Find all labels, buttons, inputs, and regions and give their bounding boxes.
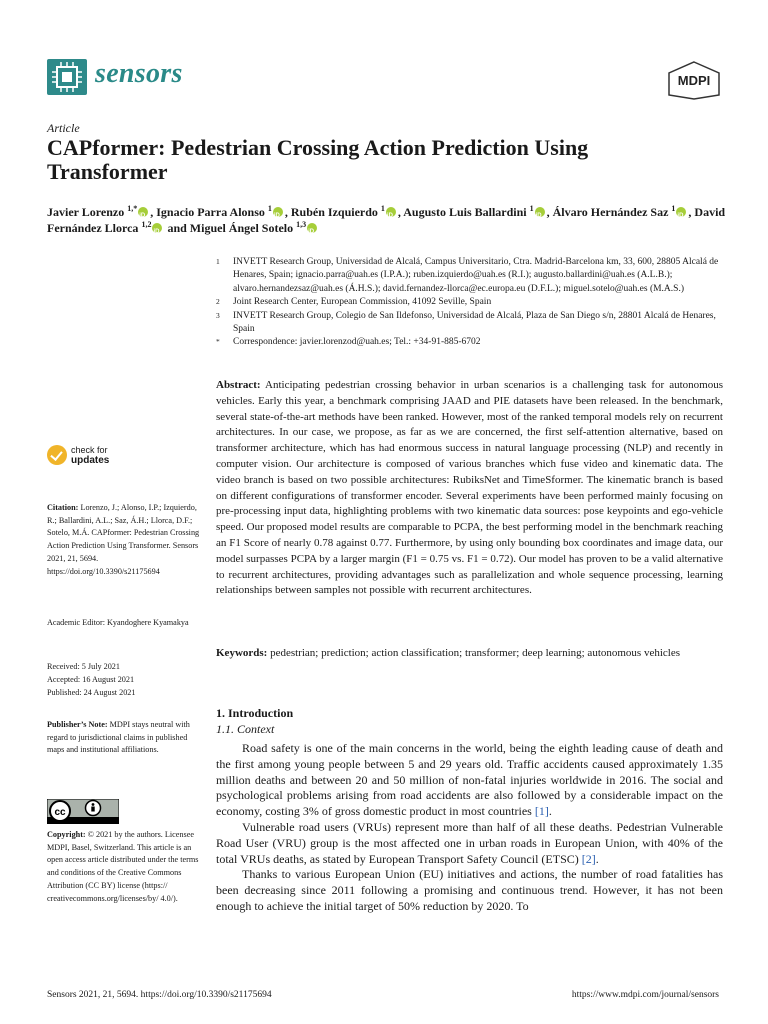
journal-name: sensors <box>95 58 183 89</box>
received-date: Received: 5 July 2021 <box>47 662 120 671</box>
author-affiliation-mark: 1 <box>267 204 272 213</box>
orcid-icon[interactable] <box>386 207 396 217</box>
publisher-note <box>47 719 202 757</box>
check-label-1: check for <box>71 445 108 455</box>
author-name: Javier Lorenzo <box>47 205 125 219</box>
citation-label: Citation: <box>47 503 79 512</box>
publisher-note-label: Publisher’s Note: <box>47 720 108 729</box>
orcid-icon[interactable] <box>307 223 317 233</box>
author-affiliation-mark: 1 <box>529 204 534 213</box>
section-title: 1. Introduction <box>216 706 294 720</box>
publisher-name: MDPI <box>677 73 711 88</box>
author-name: Ignacio Parra Alonso <box>156 205 265 219</box>
body-paragraph <box>216 867 723 914</box>
orcid-icon[interactable] <box>676 207 686 217</box>
cc-by-license-icon[interactable] <box>47 799 119 824</box>
author-affiliation-mark: 1 <box>380 204 385 213</box>
published-date: Published: 24 August 2021 <box>47 688 136 697</box>
publisher-note-text: MDPI stays neutral with regard to jurisdictional claims in published maps and institutional affiliations. <box>47 720 190 755</box>
check-for-updates-button[interactable] <box>47 445 167 471</box>
orcid-icon[interactable] <box>138 207 148 217</box>
copyright-text: © 2021 by the authors. Licensee MDPI, Basel, Switzerland. This article is an open access article distributed under the terms and conditions of the Creative Commons Attribution (CC BY) license (https:// creativecommons.org/licenses/by/ 4.0/). <box>47 830 199 903</box>
abstract-label: Abstract: <box>216 379 261 391</box>
svg-text:cc: cc <box>54 807 66 818</box>
citation <box>47 502 202 578</box>
article-title: CAPformer: Pedestrian Crossing Action Prediction Using Transformer <box>47 135 589 184</box>
footer-url[interactable]: https://www.mdpi.com/journal/sensors <box>571 990 719 1000</box>
paragraph-tail: . <box>548 804 552 819</box>
paragraph-text: Vulnerable road users (VRUs) represent more than half of all these deaths. Pedestrian Vulnerable Road User (VRU) group is the most affected one in urban roads in European Union, with 40% of the total VRUs deaths, as stated by European Transport Safety Council (ETSC) <box>216 819 723 866</box>
check-label-2: updates <box>71 455 110 466</box>
check-icon <box>47 445 67 465</box>
abstract <box>216 378 723 599</box>
affiliation-text: Joint Research Center, European Commission, 41092 Seville, Spain <box>233 297 492 308</box>
orcid-icon[interactable] <box>273 207 283 217</box>
author-affiliation-mark: 1,3 <box>296 220 307 229</box>
body-paragraph <box>216 820 723 867</box>
body-text <box>216 741 723 915</box>
subsection-title: 1.1. Context <box>216 722 275 736</box>
affiliation-item <box>216 256 736 296</box>
body-paragraph <box>216 741 723 820</box>
author-name: David Fernández Llorca <box>47 205 726 235</box>
author-affiliation-mark: 1,2 <box>141 220 152 229</box>
author-name: Álvaro Hernández Saz <box>552 205 669 219</box>
author-name: Augusto Luis Ballardini <box>403 205 527 219</box>
affiliation-mark: 2 <box>216 297 220 307</box>
mdpi-logo <box>667 60 721 100</box>
paragraph-text: Thanks to various European Union (EU) initiatives and actions, the number of road fatalities has been decreasing since 2011 following a promising and continuous trend. However, it has not been enough to achieve the initial target of 50% reduction by 2020. To <box>216 867 723 913</box>
abstract-text: Anticipating pedestrian crossing behavior in urban scenarios is a challenging task for autonomous vehicles. Early this year, a benchmark comprising JAAD and PIE datasets have been released. In the benchmark, several state-of-the-art methods have been ranked. However, most of the ranked temporal models rely on recurrent architectures. In our case, we propose, as far as we are concerned, the first self-attention alternative, based on transformer architecture, which has had enormous success in natural language processing (NLP) and recently in computer vision. Our architecture is composed of various branches which fuse video and kinematic data. The video branch is based on two possible architectures: RubiksNet and TimeSformer. The kinematic branch is based on different configurations of transformer encoder. Several experiments have been performed mainly focusing on pre-processing input data, highlighting problems with two kinematic data sources: pose keypoints and ego-vehicle speed. Our proposed model results are comparable to PCPA, the best performing model in the benchmark reaching an F1 Score of nearly 0.78 against 0.77. Furthermore, by using only bounding box coordinates and image data, our model surpasses PCPA by a larger margin (F1 = 0.75 vs. F1 = 0.72). Our model has proven to be a valid alternative to recurrent architectures, providing advantages such as parallelization and whole sequence processing, learning relationships between samples not possible with recurrent architectures. <box>216 379 723 597</box>
affiliation-mark: * <box>216 337 220 347</box>
author-name: Miguel Ángel Sotelo <box>189 221 294 235</box>
affiliation-mark: 1 <box>216 257 220 266</box>
affiliation-text: INVETT Research Group, Universidad de Alcalá, Campus Universitario, Ctra. Madrid-Barcelona km, 33, 600, 28805 Alcalá de Henares, Spain; ignacio.parra@uah.es (I.P.A.); ruben.izquierdo@uah.es (R.I.); augusto.ballardini@uah.es (A.L.B.); alvaro.hernandezsaz@uah.es (Á.H.S.); david.fernandez-llorca@ec.europa.eu (D.F.L.); miguel.sotelo@uah.es (M.A.S.) <box>233 257 719 294</box>
copyright-label: Copyright: <box>47 830 86 839</box>
affiliation-item <box>216 296 736 309</box>
author-affiliation-mark: 1 <box>671 204 676 213</box>
author-list: Javier Lorenzo $^{1,*}$iD , Ignacio Parra Alonso $^1$iD , Rubén Izquierdo $^1$iD , Augusto Luis Ballardini $^1$iD , Álvaro Hernández Saz $^1$iD , David Fernández Llorca $^{1,2}$iD and Miguel Ángel Sotelo $^{1,3}$iD <box>47 204 727 236</box>
keywords-label: Keywords: <box>216 647 268 659</box>
accepted-date: Accepted: 16 August 2021 <box>47 675 135 684</box>
orcid-icon[interactable] <box>152 223 162 233</box>
citation-text: Lorenzo, J.; Alonso, I.P.; Izquierdo, R.; Ballardini, A.L.; Saz, Á.H.; Llorca, D.F.; Sotelo, M.Á. CAPformer: Pedestrian Crossing Action Prediction Using Transformer. Sensors 2021, 21, 5694. https://doi.org/10.3390/s21175694 <box>47 503 200 576</box>
affiliation-text: Correspondence: javier.lorenzod@uah.es; Tel.: +34-91-885-6702 <box>233 337 481 348</box>
orcid-icon[interactable] <box>535 207 545 217</box>
paragraph-tail: . <box>595 851 599 866</box>
copyright <box>47 829 202 905</box>
affiliations <box>216 256 736 350</box>
journal-logo-icon <box>47 59 87 95</box>
affiliation-text: INVETT Research Group, Colegio de San Ildefonso, Universidad de Alcalá, Plaza de San Diego s/n, 28801 Alcalá de Henares, Spain <box>233 310 716 335</box>
affiliation-item <box>216 310 736 337</box>
keywords-text: pedestrian; prediction; action classification; transformer; deep learning; autonomous vehicles <box>270 647 680 659</box>
keywords <box>216 646 723 662</box>
author-affiliation-mark: 1,* <box>127 204 138 213</box>
affiliation-mark: 3 <box>216 310 220 320</box>
academic-editor: Academic Editor: Kyandoghere Kyamakya <box>47 618 189 627</box>
reference-link[interactable]: [2] <box>581 851 596 866</box>
reference-link[interactable]: [1] <box>534 804 549 819</box>
author-name: Rubén Izquierdo <box>290 205 378 219</box>
affiliation-item <box>216 336 736 349</box>
footer-citation: Sensors 2021, 21, 5694. https://doi.org/10.3390/s21175694 <box>47 990 272 1000</box>
paragraph-text: Road safety is one of the main concerns in the world, being the eighth leading cause of death and the first among young people between 5 and 29 years old. Traffic accidents caused approximately 1.35 million deaths and between 20 and 50 million of non-fatal injuries worldwide in 2016. The social and psychological problems arising from road accidents are also followed by a considerable impact on the economy, costing 3% of gross domestic product in most countries <box>216 741 723 819</box>
article-type: Article <box>47 121 80 135</box>
